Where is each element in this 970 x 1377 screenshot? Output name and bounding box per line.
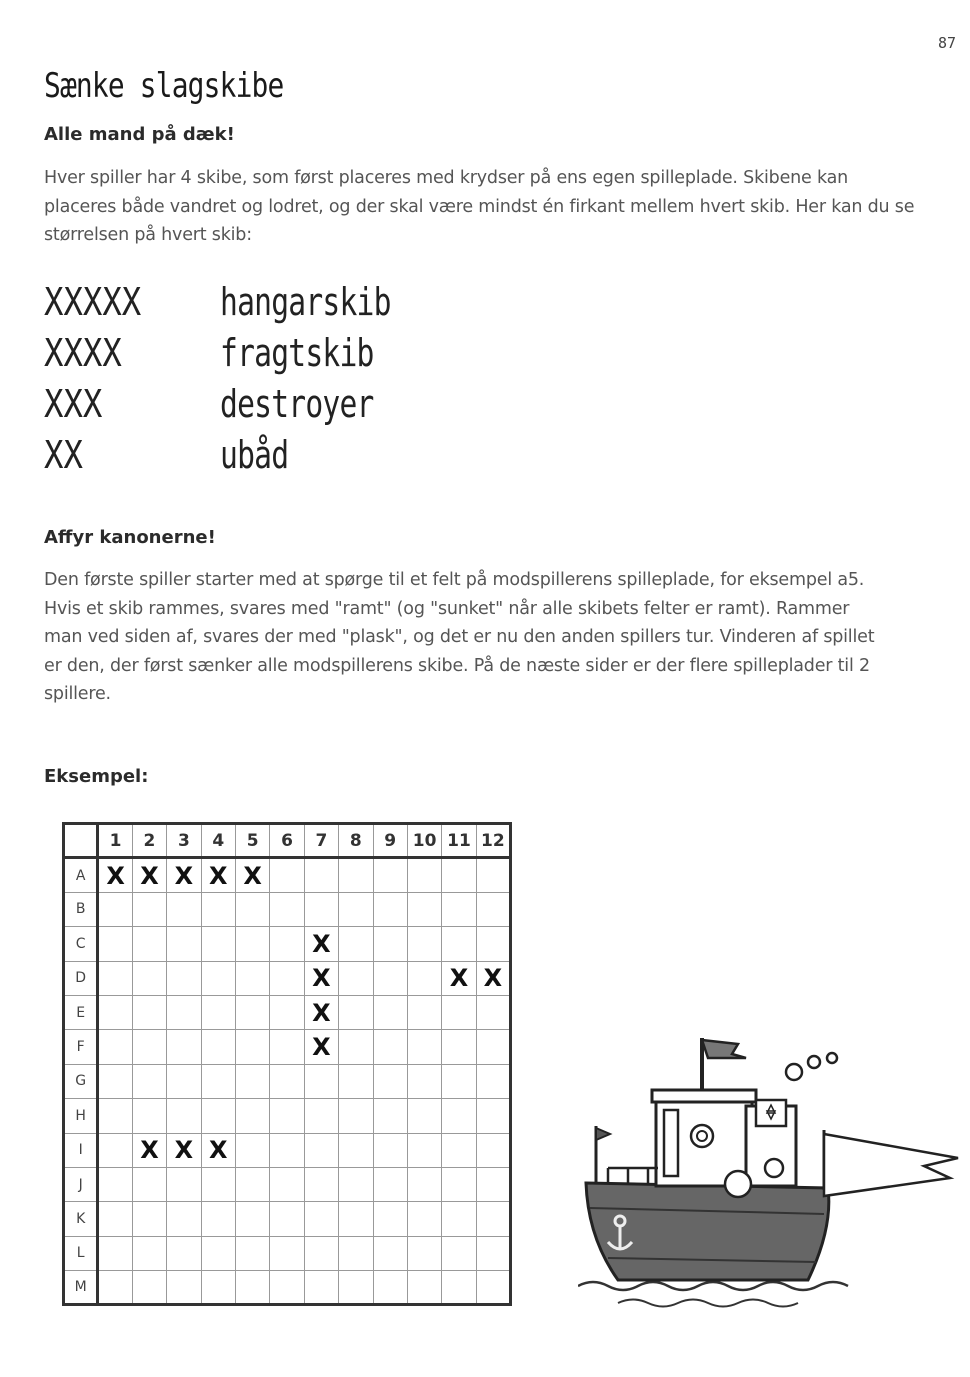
board-row [64,892,511,926]
board-cell [407,1133,441,1167]
board-cell [339,892,373,926]
board-cell [373,1236,407,1270]
board-cell [235,995,269,1029]
board-cell [167,995,201,1029]
board-cell [304,892,338,926]
board-cell-marked: X [167,858,201,892]
board-cell [98,892,132,926]
board-cell [167,892,201,926]
board-cell [476,1271,510,1305]
board-cell [407,995,441,1029]
board-cell [476,892,510,926]
ship-name: fragtskib [220,331,374,375]
board-header-row [64,824,511,858]
board-cell [442,1030,476,1064]
board-cell [304,1202,338,1236]
board-cell [339,1167,373,1201]
board-cell [201,961,235,995]
board-cell [373,1202,407,1236]
board-cell [167,1099,201,1133]
board-cell [201,927,235,961]
board-cell [476,1064,510,1098]
board-cell [235,1064,269,1098]
board-cell [167,1030,201,1064]
board-cell [132,1202,166,1236]
board-cell [304,1236,338,1270]
board-cell [304,858,338,892]
board-cell [132,1271,166,1305]
board-cell [270,1133,304,1167]
column-label: 7 [304,824,338,858]
board-cell [476,858,510,892]
board-cell [476,1099,510,1133]
board-cell [339,961,373,995]
board-cell [373,1064,407,1098]
board-cell [476,1133,510,1167]
board-cell [98,1099,132,1133]
board-cell [235,1202,269,1236]
board-cell-marked: X [98,858,132,892]
board-cell [201,1099,235,1133]
board-cell-marked: X [304,1030,338,1064]
board-cell [442,858,476,892]
board-cell [373,995,407,1029]
column-label: 2 [132,824,166,858]
board-cell [476,927,510,961]
page-title: Sænke slagskibe [44,66,284,106]
board-row [64,995,511,1029]
row-label: D [64,961,98,995]
board-cell [407,892,441,926]
ship-name: destroyer [220,382,374,426]
column-label: 8 [339,824,373,858]
row-label: L [64,1236,98,1270]
board-cell [167,961,201,995]
board-cell [167,1202,201,1236]
board-cell [407,1202,441,1236]
section-heading-deck: Alle mand på dæk! [44,124,235,145]
column-label: 10 [407,824,441,858]
board-cell [270,1167,304,1201]
row-label: B [64,892,98,926]
board-cell [442,1202,476,1236]
board-cell [167,1167,201,1201]
ship-marks: XX [44,433,83,477]
board-cell [407,961,441,995]
row-label: C [64,927,98,961]
board-cell [270,1271,304,1305]
board-cell [98,961,132,995]
board-cell [201,892,235,926]
board-cell [442,1167,476,1201]
column-label: 3 [167,824,201,858]
board-cell [98,1133,132,1167]
board-cell [373,1030,407,1064]
section-heading-fire: Affyr kanonerne! [44,527,216,548]
row-label: H [64,1099,98,1133]
board-cell [98,1030,132,1064]
board-cell [201,995,235,1029]
board-cell-marked: X [167,1133,201,1167]
board-cell [373,961,407,995]
row-label: M [64,1271,98,1305]
board-cell [201,1064,235,1098]
board-cell [304,1099,338,1133]
board-cell [167,1271,201,1305]
row-label: G [64,1064,98,1098]
board-cell [167,1236,201,1270]
board-cell [270,1099,304,1133]
board-cell [373,1133,407,1167]
board-cell [407,1236,441,1270]
row-label: I [64,1133,98,1167]
board-cell [442,892,476,926]
board-cell [270,858,304,892]
board-cell [98,1271,132,1305]
column-label: 4 [201,824,235,858]
board-row [64,927,511,961]
board-cell [373,1271,407,1305]
board-cell [235,1167,269,1201]
board-cell [98,1236,132,1270]
board-row [64,1236,511,1270]
row-label: K [64,1202,98,1236]
board-cell [407,1271,441,1305]
board-cell-marked: X [235,858,269,892]
board-cell [476,1236,510,1270]
ship-marks: XXX [44,382,103,426]
ship-marks: XXXXX [44,280,142,324]
board-cell [132,961,166,995]
board-cell [339,1202,373,1236]
board-row [64,1064,511,1098]
board-cell [98,1064,132,1098]
board-cell [407,858,441,892]
example-label: Eksempel: [44,766,149,787]
board-cell [442,995,476,1029]
board-cell-marked: X [132,1133,166,1167]
board-cell [132,995,166,1029]
board-row [64,1099,511,1133]
board-cell [235,1133,269,1167]
board-cell [167,927,201,961]
board-cell-marked: X [304,927,338,961]
example-board [62,822,512,1306]
board-cell [304,1271,338,1305]
board-cell-marked: X [304,995,338,1029]
board-cell [442,1099,476,1133]
page-number: 87 [937,34,956,52]
board-cell [98,1167,132,1201]
board-row [64,961,511,995]
board-cell [442,927,476,961]
board-cell [339,1271,373,1305]
ship-name: ubåd [220,433,289,477]
board-cell [235,1099,269,1133]
board-row [64,1271,511,1305]
row-label: A [64,858,98,892]
board-cell [132,1064,166,1098]
game-grid [62,822,512,1306]
row-label: J [64,1167,98,1201]
board-cell [235,1271,269,1305]
column-label: 11 [442,824,476,858]
board-cell [304,1133,338,1167]
board-cell [339,1030,373,1064]
board-cell [201,1236,235,1270]
board-cell [407,1167,441,1201]
board-cell [373,927,407,961]
board-cell [270,892,304,926]
board-cell [304,1167,338,1201]
board-cell [339,1064,373,1098]
board-cell-marked: X [201,858,235,892]
board-row [64,858,511,892]
board-cell [270,1030,304,1064]
board-cell [132,1030,166,1064]
board-cell [201,1167,235,1201]
board-cell-marked: X [442,961,476,995]
column-label: 1 [98,824,132,858]
board-cell [339,927,373,961]
board-cell [407,1064,441,1098]
board-cell-marked: X [201,1133,235,1167]
board-cell [304,1064,338,1098]
rules-intro-paragraph: Hver spiller har 4 skibe, som først placeres med krydser på ens egen spilleplade. Skibene kan placeres både vandret og lodret, og der skal være mindst én firkant mellem hvert skib. Her kan du se størrelsen på hvert skib: [44,168,915,245]
board-cell [373,1099,407,1133]
row-label: F [64,1030,98,1064]
board-cell [235,1030,269,1064]
board-cell [132,927,166,961]
board-cell [201,1030,235,1064]
board-cell [270,1236,304,1270]
board-cell-marked: X [476,961,510,995]
board-cell [339,1099,373,1133]
ship-name: hangarskib [220,280,391,324]
board-cell [270,927,304,961]
rules-play-paragraph: Den første spiller starter med at spørge til et felt på modspillerens spilleplade, for eksempel a5. Hvis et skib rammes, svares med "ramt" (og "sunket" når alle skibets felter er ramt). Rammer man ved siden af, svares der med "plask", og det er nu den anden spillers tur. Vinderen af spillet er den, der først sænker alle modspillerens skibe. På de næste sider er der flere spilleplader til 2 spillere. [44,570,875,704]
board-cell [339,1236,373,1270]
board-cell [167,1064,201,1098]
board-cell [476,1030,510,1064]
ship-marks: XXXX [44,331,122,375]
board-cell [339,995,373,1029]
board-cell [98,1202,132,1236]
board-cell [132,1167,166,1201]
board-cell [339,1133,373,1167]
column-label: 12 [476,824,510,858]
row-label: E [64,995,98,1029]
board-cell [98,995,132,1029]
board-cell [442,1133,476,1167]
board-cell [201,1271,235,1305]
ship-illustration [578,1018,968,1318]
board-cell [235,892,269,926]
board-cell [132,1099,166,1133]
board-cell [476,1202,510,1236]
board-cell [407,1099,441,1133]
column-label: 5 [235,824,269,858]
board-cell [442,1064,476,1098]
board-row [64,1167,511,1201]
board-cell [373,1167,407,1201]
board-cell [98,927,132,961]
board-cell [407,927,441,961]
board-cell [476,1167,510,1201]
board-cell [270,1202,304,1236]
board-row [64,1202,511,1236]
board-cell [407,1030,441,1064]
board-cell [270,995,304,1029]
board-row [64,1133,511,1167]
board-cell [442,1271,476,1305]
board-cell [373,858,407,892]
board-cell-marked: X [132,858,166,892]
board-cell [270,961,304,995]
column-label: 9 [373,824,407,858]
board-cell-marked: X [304,961,338,995]
board-cell [132,892,166,926]
board-cell [235,1236,269,1270]
board-cell [373,892,407,926]
board-cell [201,1202,235,1236]
board-cell [442,1236,476,1270]
board-cell [235,927,269,961]
column-label: 6 [270,824,304,858]
board-row [64,1030,511,1064]
board-cell [270,1064,304,1098]
board-cell [132,1236,166,1270]
board-cell [476,995,510,1029]
board-corner [64,824,98,858]
board-cell [339,858,373,892]
board-cell [235,961,269,995]
